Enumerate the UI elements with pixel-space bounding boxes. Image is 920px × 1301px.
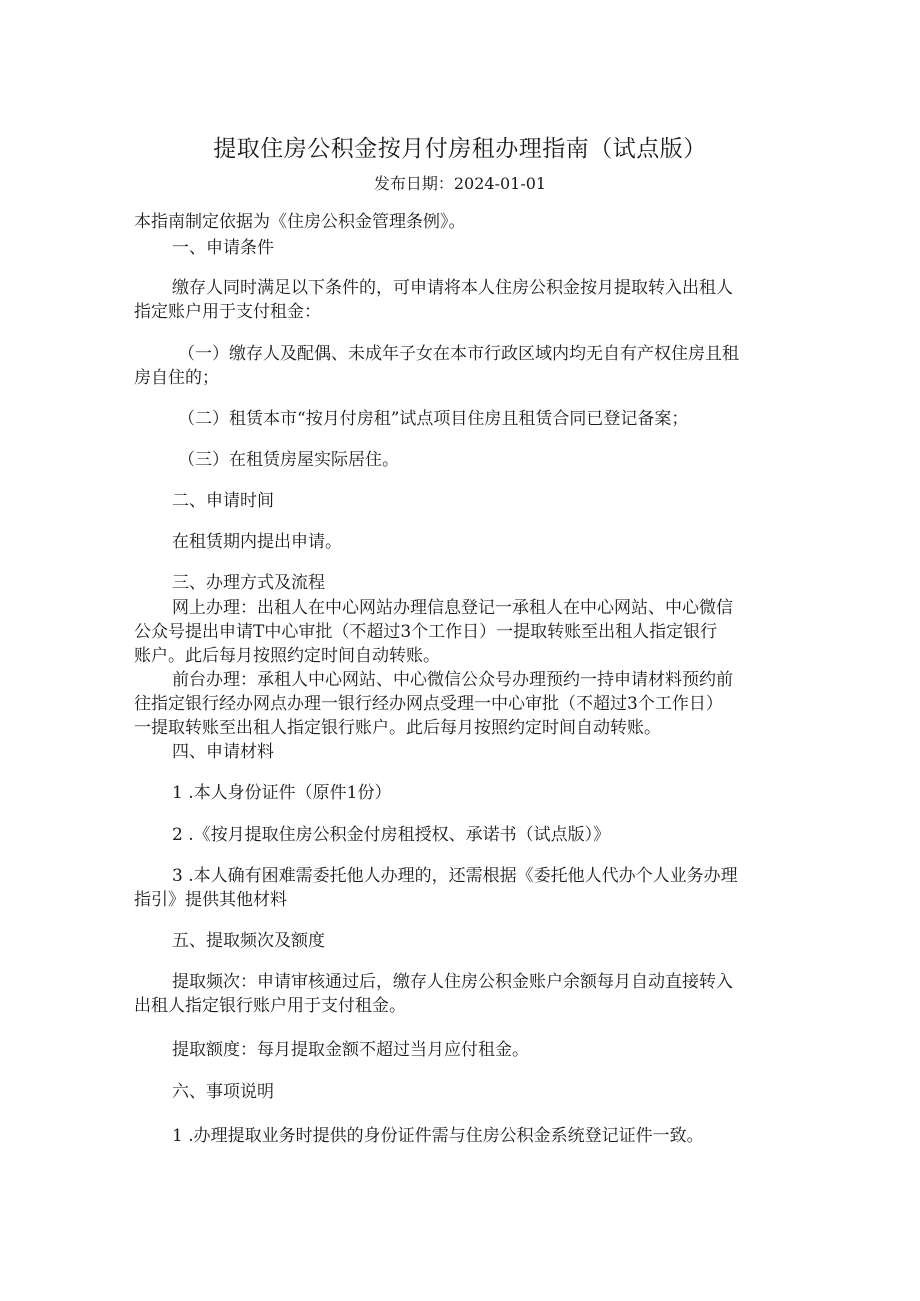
online-process-line-1: 网上办理：出租人在中心网站办理信息登记一承租人在中心网站、中心微信 bbox=[172, 598, 733, 618]
condition-3: （三）在租赁房屋实际居住。 bbox=[178, 450, 399, 470]
material-3-line-2: 指引》提供其他材料 bbox=[134, 890, 287, 910]
online-process-line-2: 公众号提出申请T中心审批（不超过3个工作日）一提取转账至出租人指定银行 bbox=[134, 622, 718, 642]
section-heading-process: 三、办理方式及流程 bbox=[172, 573, 325, 593]
online-process-line-3: 账户。此后每月按照约定时间自动转账。 bbox=[134, 646, 440, 666]
frequency-line-2: 出租人指定银行账户用于支付租金。 bbox=[134, 996, 406, 1016]
document-title: 提取住房公积金按月付房租办理指南（试点版） bbox=[213, 136, 707, 162]
note-1: 1 .办理提取业务时提供的身份证件需与住房公积金系统登记证件一致。 bbox=[172, 1126, 704, 1146]
condition-2: （二）租赁本市“按月付房租”试点项目住房且租赁合同已登记备案； bbox=[178, 409, 689, 429]
conditions-intro-line-1: 缴存人同时满足以下条件的，可申请将本人住房公积金按月提取转入出租人 bbox=[172, 278, 733, 298]
condition-1-line-2: 房自住的； bbox=[134, 368, 219, 388]
section-heading-notes: 六、事项说明 bbox=[172, 1082, 274, 1102]
basis-statement: 本指南制定依据为《住房公积金管理条例》。 bbox=[134, 212, 466, 232]
section-heading-frequency: 五、提取频次及额度 bbox=[172, 931, 325, 951]
condition-1-line-1: （一）缴存人及配偶、未成年子女在本市行政区域内均无自有产权住房且租 bbox=[178, 344, 739, 364]
counter-process-line-3: 一提取转账至出租人指定银行账户。此后每月按照约定时间自动转账。 bbox=[134, 718, 661, 738]
material-1: 1 .本人身份证件（原件1份） bbox=[172, 783, 392, 803]
counter-process-line-2: 往指定银行经办网点办理一银行经办网点受理一中心审批（不超过3个工作日） bbox=[134, 694, 723, 714]
application-time-text: 在租赁期内提出申请。 bbox=[172, 532, 342, 552]
publish-date: 发布日期：2024-01-01 bbox=[373, 174, 547, 193]
amount-text: 提取额度：每月提取金额不超过当月应付租金。 bbox=[172, 1040, 529, 1060]
material-3-line-1: 3 .本人确有困难需委托他人办理的，还需根据《委托他人代办个人业务办理 bbox=[172, 866, 738, 886]
material-2: 2 .《按月提取住房公积金付房租授权、承诺书（试点版）》 bbox=[172, 825, 611, 845]
section-heading-materials: 四、申请材料 bbox=[172, 742, 274, 762]
frequency-line-1: 提取频次：申请审核通过后，缴存人住房公积金账户余额每月自动直接转入 bbox=[172, 972, 733, 992]
conditions-intro-line-2: 指定账户用于支付租金： bbox=[134, 302, 321, 322]
counter-process-line-1: 前台办理：承租人中心网站、中心微信公众号办理预约一持申请材料预约前 bbox=[172, 670, 733, 690]
section-heading-time: 二、申请时间 bbox=[172, 491, 274, 511]
section-heading-conditions: 一、申请条件 bbox=[172, 238, 274, 258]
